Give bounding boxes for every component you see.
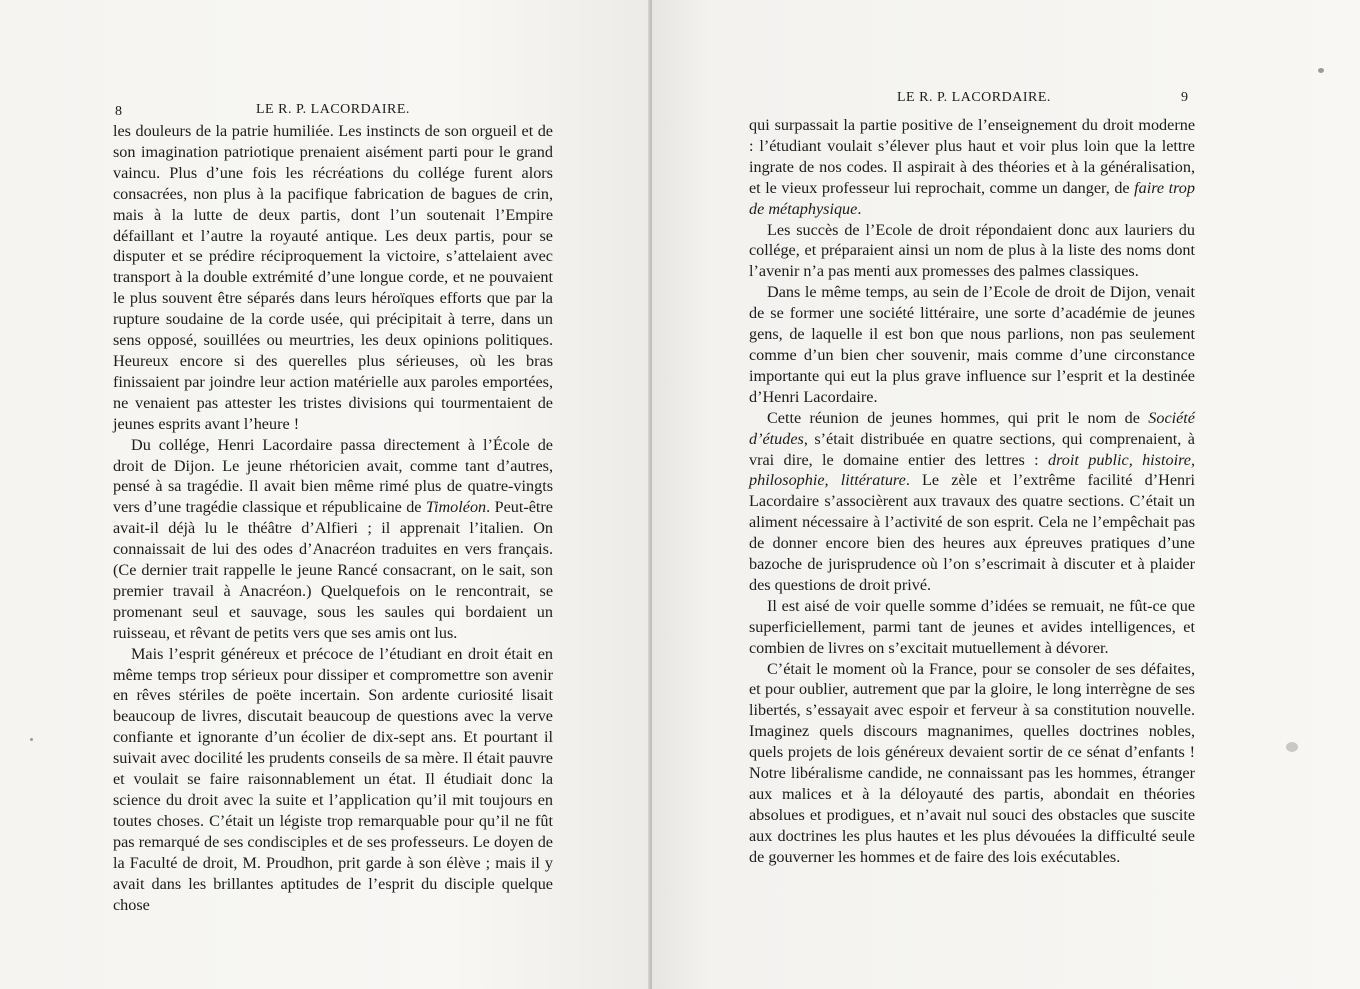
- text-run: .: [857, 199, 862, 218]
- left-page: [0, 0, 650, 989]
- italic-text: droit public, histoire, philosophie, littérature: [749, 450, 1195, 490]
- text-run: Mais l’esprit généreux et précoce de l’étudiant en droit était en même temps trop sérieux pour dissiper et compromettre son avenir en rêves stériles de poëte incertain. Son ardente curiosité lisait beaucoup de livres, discutait beaucoup de questions avec la verve confiante et ignorante d’un écolier de dix-sept ans. Et pourtant il suivait avec docilité les prudents conseils de sa mère. Il était pauvre et voulait se faire raisonnablement un état. Il étudiait donc la science du droit avec la suite et l’application qu’il mit toujours en toutes choses. C’était un légiste trop remarquable pour qu’il ne fût pas remarqué de ses condisciples et de ses professeurs. Le doyen de la Faculté de droit, M. Proudhon, prit garde à son élève ; mais il y avait dans les brillantes aptitudes de l’esprit du disciple quelque chose: [113, 644, 553, 914]
- text-run: C’était le moment où la France, pour se consoler de ses défaites, et pour oublier, autrement que par la gloire, le long interrègne de ses libertés, s’essayait avec espoir et ferveur à sa constitution nouvelle. Imaginez quels discours magnanimes, quelles doctrines nobles, quels projets de lois généreux devaient sortir de ce sénat d’enfants ! Notre libéralisme candide, ne connaissant pas les hommes, étranger aux malices et à la déloyauté des partis, abondait en théories absolues et prodigues, et n’avait nul souci des obstacles que suscite aux doctrines les plus hautes et les plus dévouées la difficulté seule de gouverner les hommes et de faire des lois exécutables.: [749, 659, 1195, 866]
- text-run: , s’était distribuée en quatre sections, qui comprenaient, à vrai dire, le domaine entier des lettres :: [749, 429, 1195, 469]
- right-running-head: LE R. P. LACORDAIRE.: [897, 90, 1051, 105]
- italic-text: faire trop de métaphysique: [749, 178, 1195, 218]
- text-run: Cette réunion de jeunes hommes, qui prit le nom de: [767, 408, 1149, 427]
- italic-text: Société d’études: [749, 408, 1195, 448]
- text-run: qui surpassait la partie positive de l’enseignement du droit moderne : l’étudiant voulait s’élever plus haut et voir plus loin que la lettre ingrate de nos codes. Il aspirait à des théories et à la généralisation, et le vieux professeur lui reprochait, comme un danger, de: [749, 116, 1195, 197]
- paragraph: [749, 408, 1195, 596]
- paper-speck: [1286, 742, 1298, 752]
- paper-speck: [1318, 68, 1324, 73]
- left-running-head: LE R. P. LACORDAIRE.: [256, 102, 410, 117]
- paragraph: [113, 644, 553, 916]
- text-run: . Le zèle et l’extrême facilité d’Henri Lacordaire s’associèrent aux travaux des quatre sections. C’était un aliment nécessaire à l’activité de son esprit. Cela ne l’empêchait pas de donner encore bien des heures aux épreuves pratiques d’une bazoche de jurisprudence où l’on s’escrimait à discuter et à plaider des questions de droit privé.: [749, 471, 1195, 594]
- text-run: Dans le même temps, au sein de l’Ecole de droit de Dijon, venait de se former une société littéraire, une sorte d’académie de jeunes gens, de laquelle il est bon que nous parlions, non pas seulement comme d’un bien cher souvenir, mais comme d’une circonstance importante qui eut la plus grave influence sur l’esprit et la destinée d’Henri Lacordaire.: [749, 283, 1195, 406]
- paragraph: [749, 659, 1195, 868]
- text-run: Du collége, Henri Lacordaire passa directement à l’École de droit de Dijon. Le jeune rhétoricien avait, comme tant d’autres, pensé à sa tragédie. Il avait bien même rimé plus de quatre-vingts vers d’une tragédie classique et républicaine de: [113, 435, 553, 517]
- paper-speck: [30, 738, 33, 741]
- text-run: Les succès de l’Ecole de droit répondaient donc aux lauriers du collége, et préparaient ainsi un nom de plus à la liste des noms dont l’avenir n’a pas menti aux promesses des palmes classiques.: [749, 220, 1195, 281]
- text-run: Il est aisé de voir quelle somme d’idées se remuait, ne fût-ce que superficiellement, parmi tant de jeunes et avides intelligences, et combien de livres on s’excitait mutuellement à dévorer.: [749, 596, 1195, 657]
- paragraph: [113, 121, 553, 435]
- paragraph: [749, 596, 1195, 659]
- paragraph: [749, 282, 1195, 407]
- text-run: . Peut-être avait-il déjà lu le théâtre d’Alfieri ; il apprenait l’italien. On connaissait de lui des odes d’Anacréon traduites en vers français. (Ce dernier trait rappelle le jeune Rancé consacrant, on le sait, son premier travail à Anacréon.) Quelquefois on le rencontrait, se promenant seul et sauvage, sous les saules qui bordaient un ruisseau, et rêvant de petits vers que ses amis ont lus.: [113, 498, 553, 642]
- left-page-number: 8: [115, 104, 122, 119]
- text-run: les douleurs de la patrie humiliée. Les instincts de son orgueil et de son imagination patriotique prenaient aisément parti pour le grand vaincu. Plus d’une fois les récréations du collége furent alors consacrées, non plus à la pacifique fabrication de bagues de crin, mais à la lutte de deux partis, dont l’un soutenait l’Empire défaillant et l’autre la royauté antique. Les deux partis, pour se disputer et se prédire réciproquement la victoire, s’attelaient avec transport à la double extrémité d’une longue corde, et ne pouvaient le plus souvent être séparés dans leurs héroïques efforts que par la rupture soudaine de la corde usée, qui précipitait à terre, dans un sens opposé, souillées ou meurtries, les deux opinions politiques. Heureux encore si des querelles plus sérieuses, où les bras finissaient par joindre leur action matérielle aux paroles emportées, ne venaient pas attester les tristes divisions qui tourmentaient de jeunes esprits avant l’heure !: [113, 122, 553, 433]
- left-page-body: [113, 121, 553, 915]
- italic-text: Timoléon: [425, 498, 487, 517]
- right-page-body: [749, 115, 1195, 868]
- right-page: [652, 0, 1360, 989]
- right-page-number: 9: [1181, 90, 1188, 105]
- paragraph: [749, 115, 1195, 220]
- paragraph: [113, 435, 553, 644]
- paragraph: [749, 220, 1195, 283]
